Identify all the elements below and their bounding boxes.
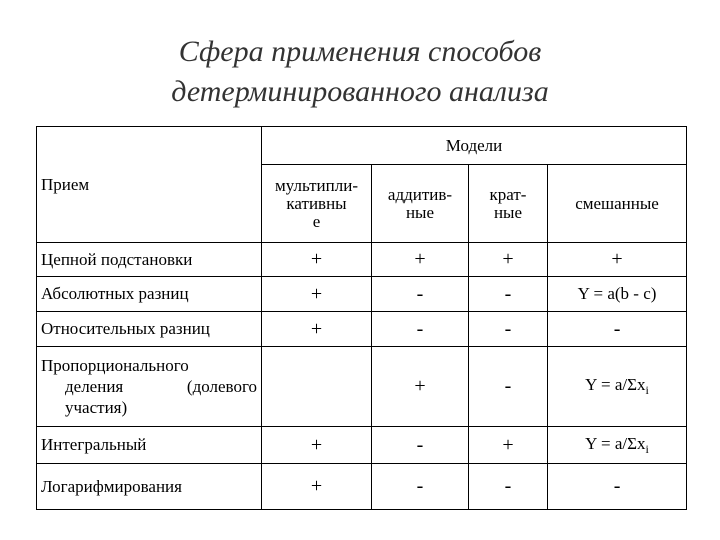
row-label: Логарифмирования: [37, 464, 262, 510]
cell: +: [262, 464, 372, 510]
cell: +: [372, 347, 469, 427]
analysis-methods-table: [36, 126, 687, 510]
table-row: [37, 464, 687, 510]
table-row: [37, 243, 687, 277]
row-label-line-1: Пропорционального: [41, 356, 189, 375]
cell: Y = a(b - c): [548, 277, 687, 312]
slide-title-line-2: детерминированного анализа: [171, 75, 549, 108]
cell: -: [372, 277, 469, 312]
cell: -: [548, 312, 687, 347]
cell: +: [469, 243, 548, 277]
slide-title-line-1: Сфера применения способов: [178, 35, 542, 68]
model-multiple-header: крат- ные: [469, 165, 548, 243]
cell: +: [262, 243, 372, 277]
cell: [262, 347, 372, 427]
models-header: Модели: [262, 127, 687, 165]
table-row: [37, 277, 687, 312]
table-row: [37, 312, 687, 347]
cell: -: [372, 312, 469, 347]
cell: -: [372, 427, 469, 464]
cell-formula: $Y = a/\Sigma x_i$: [548, 347, 687, 427]
slide-title: [0, 32, 720, 112]
cell: -: [372, 464, 469, 510]
table-row: [37, 347, 687, 427]
cell-formula: $Y = a/\Sigma x_i$: [548, 427, 687, 464]
table-header-row: [37, 127, 687, 165]
cell: +: [372, 243, 469, 277]
table-row: [37, 427, 687, 464]
cell: +: [262, 277, 372, 312]
cell: -: [469, 277, 548, 312]
row-label: Относительных разниц: [37, 312, 262, 347]
cell: -: [469, 312, 548, 347]
cell: +: [262, 312, 372, 347]
cell: +: [548, 243, 687, 277]
row-label-line-2: деления (долевого: [65, 377, 257, 396]
row-label: Цепной подстановки: [37, 243, 262, 277]
cell: +: [469, 427, 548, 464]
cell: -: [469, 464, 548, 510]
model-additive-header: аддитив- ные: [372, 165, 469, 243]
cell: +: [262, 427, 372, 464]
row-label-line-3: участия): [65, 398, 128, 417]
row-label: Интегральный: [37, 427, 262, 464]
model-mixed-header: смешанные: [548, 165, 687, 243]
model-multiplicative-header: мультипли- кативны е: [262, 165, 372, 243]
row-label: Абсолютных разниц: [37, 277, 262, 312]
cell: -: [469, 347, 548, 427]
row-label: [37, 347, 262, 427]
cell: -: [548, 464, 687, 510]
method-header: Прием: [37, 127, 262, 243]
